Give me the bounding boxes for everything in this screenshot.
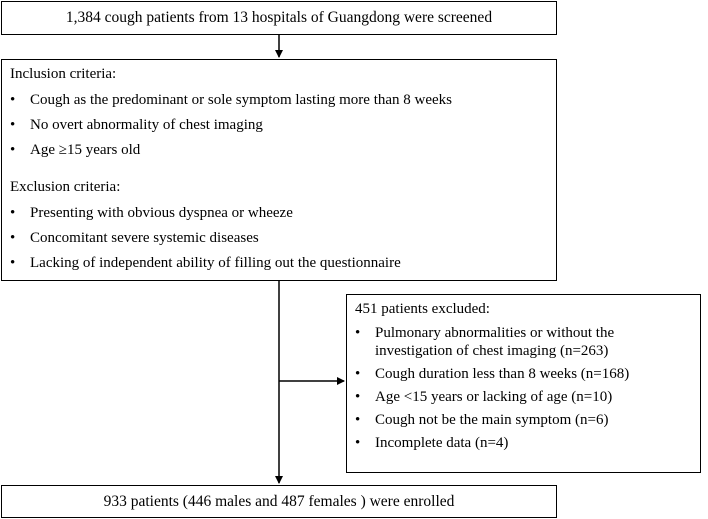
list-item: • Lacking of independent ability of filling out the questionnaire — [10, 255, 401, 271]
exclusion-list — [10, 204, 548, 272]
list-item: • Cough as the predominant or sole symptom lasting more than 8 weeks — [10, 92, 453, 108]
list-item: • Age <15 years or lacking of age (n=10) — [355, 389, 613, 405]
list-item: • Incomplete data (n=4) — [355, 435, 509, 451]
list-item: • Pulmonary abnormalities or without the investigation of chest imaging (n=263) — [355, 325, 615, 359]
criteria-box — [1, 59, 557, 281]
inclusion-list — [10, 91, 548, 159]
excluded-box — [346, 294, 701, 473]
list-item: • No overt abnormality of chest imaging — [10, 117, 263, 133]
inclusion-heading: Inclusion criteria: — [10, 66, 117, 82]
list-item: • Concomitant severe systemic diseases — [10, 230, 259, 246]
list-item: • Cough duration less than 8 weeks (n=168) — [355, 366, 630, 382]
list-item: • Presenting with obvious dyspnea or wheeze — [10, 205, 293, 221]
enrolled-text: 933 patients (446 males and 487 females ) were enrolled — [103, 492, 455, 510]
list-item: • Cough not be the main symptom (n=6) — [355, 412, 609, 428]
list-item: • Age ≥15 years old — [10, 142, 141, 158]
excluded-list — [355, 324, 692, 452]
excluded-heading: 451 patients excluded: — [355, 301, 490, 317]
exclusion-heading: Exclusion criteria: — [10, 179, 121, 195]
screened-box — [1, 1, 557, 35]
enrolled-box — [1, 485, 557, 518]
screened-text: 1,384 cough patients from 13 hospitals of Guangdong were screened — [65, 9, 493, 26]
